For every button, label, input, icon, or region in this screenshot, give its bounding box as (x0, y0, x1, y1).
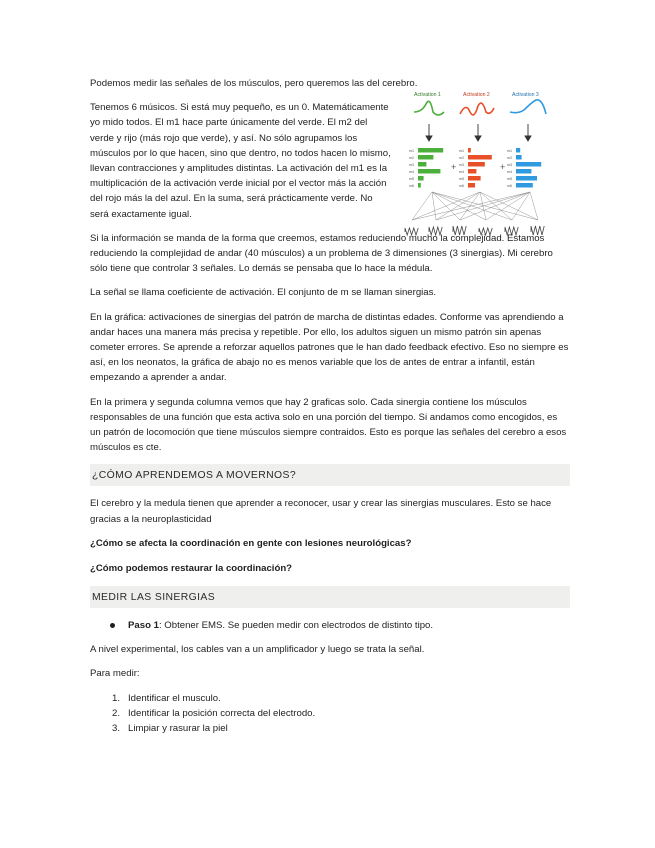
muscle-label: m6 (459, 184, 464, 189)
intro-line: Podemos medir las señales de los músculos, pero queremos las del cerebro. (90, 78, 418, 89)
paragraph-neuroplasticity: El cerebro y la medula tienen que aprender a reconocer, usar y crear las sinergias musculares. Esto se hace gracias a la neuroplasticidad (90, 498, 552, 525)
list-item: 2. Identificar la posición correcta del electrodo. (111, 707, 316, 719)
muscle-label: m5 (409, 177, 414, 182)
emg-signal (531, 226, 544, 235)
emg-signal (405, 228, 418, 235)
section-heading-learn-to-move: ¿CÓMO APRENDEMOS A MOVERNOS? (90, 464, 570, 486)
muscle-synergy-figure (402, 88, 562, 243)
document-page (90, 76, 570, 736)
list-item: 1. Identificar el musculo. (111, 692, 221, 704)
muscle-label: m5 (459, 177, 464, 182)
list-item: 3. Limpiar y rasurar la piel (111, 723, 228, 735)
measurement-steps-list (90, 691, 570, 737)
weight-bar (418, 162, 426, 167)
network-link (512, 192, 530, 220)
activation-1-curve (414, 102, 444, 116)
question-restore-coordination: ¿Cómo podemos restaurar la coordinación? (90, 563, 293, 575)
weight-bar (516, 162, 541, 167)
emg-signal (505, 227, 518, 235)
muscle-label: m3 (409, 163, 414, 168)
bullet-item-step-1 (128, 618, 570, 633)
weight-bar (516, 176, 537, 181)
emg-signal (429, 227, 442, 235)
activation-3-curve (510, 100, 546, 114)
network-link (432, 192, 512, 220)
network-link (432, 192, 486, 220)
paragraph-activation-coefficient: La señal se llama coeficiente de activación. El conjunto de m se llaman sinergias. (90, 287, 437, 299)
synergy-2-weights (459, 148, 492, 188)
synergy-paragraph: Tenemos 6 músicos. Si está muy pequeño, es un 0. Matemáticamente yo mido todos. El m1 hace parte únicamente del verde. El m2 del verde y rijo (más rojo que verde), y así. No sólo agrupamos los músculos por lo que hacen, sino que dentro, no todos hacen lo mismo, llevan contracciones y amplitudes distintas. La activación del m1 es la multiplicación de la activación verde inicial por el vector más la acción del rojo más la del azul. En la suma, será prácticamente verde. No será exactamente igual. (90, 102, 391, 220)
weight-bar (418, 148, 443, 153)
label-para-medir: Para medir: (90, 668, 140, 680)
muscle-label: m2 (409, 156, 414, 161)
network-link (530, 192, 538, 220)
network-link (436, 192, 530, 220)
activation-2-curve (460, 103, 494, 115)
svg-text:+: + (451, 162, 457, 173)
muscle-label: m4 (459, 170, 464, 175)
synergy-network (412, 192, 538, 220)
muscle-label: m3 (459, 163, 464, 168)
weight-bar (418, 155, 433, 160)
synergy-1-weights (409, 148, 443, 188)
paragraph-experimental: A nivel experimental, los cables van a un amplificador y luego se trata la señal. (90, 644, 425, 656)
network-link (486, 192, 530, 220)
activation-1-label: Activation 1 (414, 92, 441, 99)
weight-bar (516, 148, 520, 153)
section-heading-measure-synergies: MEDIR LAS SINERGIAS (90, 586, 570, 608)
question-neurological-injuries: ¿Cómo se afecta la coordinación en gente con lesiones neurológicas? (90, 537, 412, 549)
weight-bar (418, 176, 424, 181)
weight-bar (468, 169, 476, 174)
muscle-label: m4 (507, 170, 512, 175)
weight-bar (468, 148, 471, 153)
network-link (436, 192, 480, 220)
weight-bar (418, 169, 440, 174)
weight-bar (468, 155, 492, 160)
muscle-label: m1 (459, 149, 464, 154)
muscle-label: m1 (409, 149, 414, 154)
paragraph-complexity: Si la información se manda de la forma que creemos, estamos reduciendo mucho la complejidad. Estamos reduciendo la complejidad de andar (40 músculos) a un problema de 3 dimensiones (3 sinergias). Mi cerebro sólo tiene que controlar 3 señales. Lo demás se pensaba que lo hace la médula. (90, 232, 553, 275)
network-link (480, 192, 538, 220)
muscle-label: m6 (409, 184, 414, 189)
muscle-label: m5 (507, 177, 512, 182)
muscle-label: m4 (409, 170, 414, 175)
weight-bar (516, 155, 522, 160)
muscle-label: m6 (507, 184, 512, 189)
muscle-label: m2 (459, 156, 464, 161)
weight-bar (468, 183, 475, 188)
emg-signal (453, 226, 466, 235)
network-link (432, 192, 436, 220)
muscle-label: m3 (507, 163, 512, 168)
weight-bar (418, 183, 421, 188)
weight-bar (516, 183, 533, 188)
muscle-label: m2 (507, 156, 512, 161)
step-1-text: : Obtener EMS. Se pueden medir con electrodos de distinto tipo. (158, 620, 434, 632)
weight-bar (468, 162, 485, 167)
synergy-block (90, 92, 570, 222)
emg-signal (479, 228, 492, 235)
paragraph-columns: En la primera y segunda columna vemos que hay 2 graficas solo. Cada sinergia contiene los músculos responsables de una función que esta activa solo en una porción del tiempo. Si andamos como encogidos, es un patrón de locomoción que tiene músculos siempre contraidos. Esto es porque las señales del cerebro a esos músculos es cte. (90, 396, 567, 454)
paragraph-graph-description: En la gráfica: activaciones de sinergias del patrón de marcha de distintas edades. Conforme vas aprendiendo a andar haces una manera más precisa y repetible. Por ello, los adultos siguen un mismo patrón sin apenas cometer errores. Se aprende a reforzar aquellos patrones que le han dado feedback efectivo. Eso no siempre es así, en los neonatos, la gráfica de abajo no es menos variable que los de antes de entrar a infantil, están empezando a aprender a andar. (90, 311, 569, 384)
weight-bar (468, 176, 481, 181)
activation-3-label: Activation 3 (512, 92, 539, 99)
weight-bar (516, 169, 531, 174)
step-bullet-list (90, 618, 570, 633)
muscle-label: m1 (507, 149, 512, 154)
emg-signals (405, 226, 544, 235)
activation-2-label: Activation 2 (463, 92, 490, 99)
svg-text:+: + (500, 162, 506, 173)
step-1-label: Paso 1 (128, 620, 159, 632)
synergy-3-weights (507, 148, 541, 188)
